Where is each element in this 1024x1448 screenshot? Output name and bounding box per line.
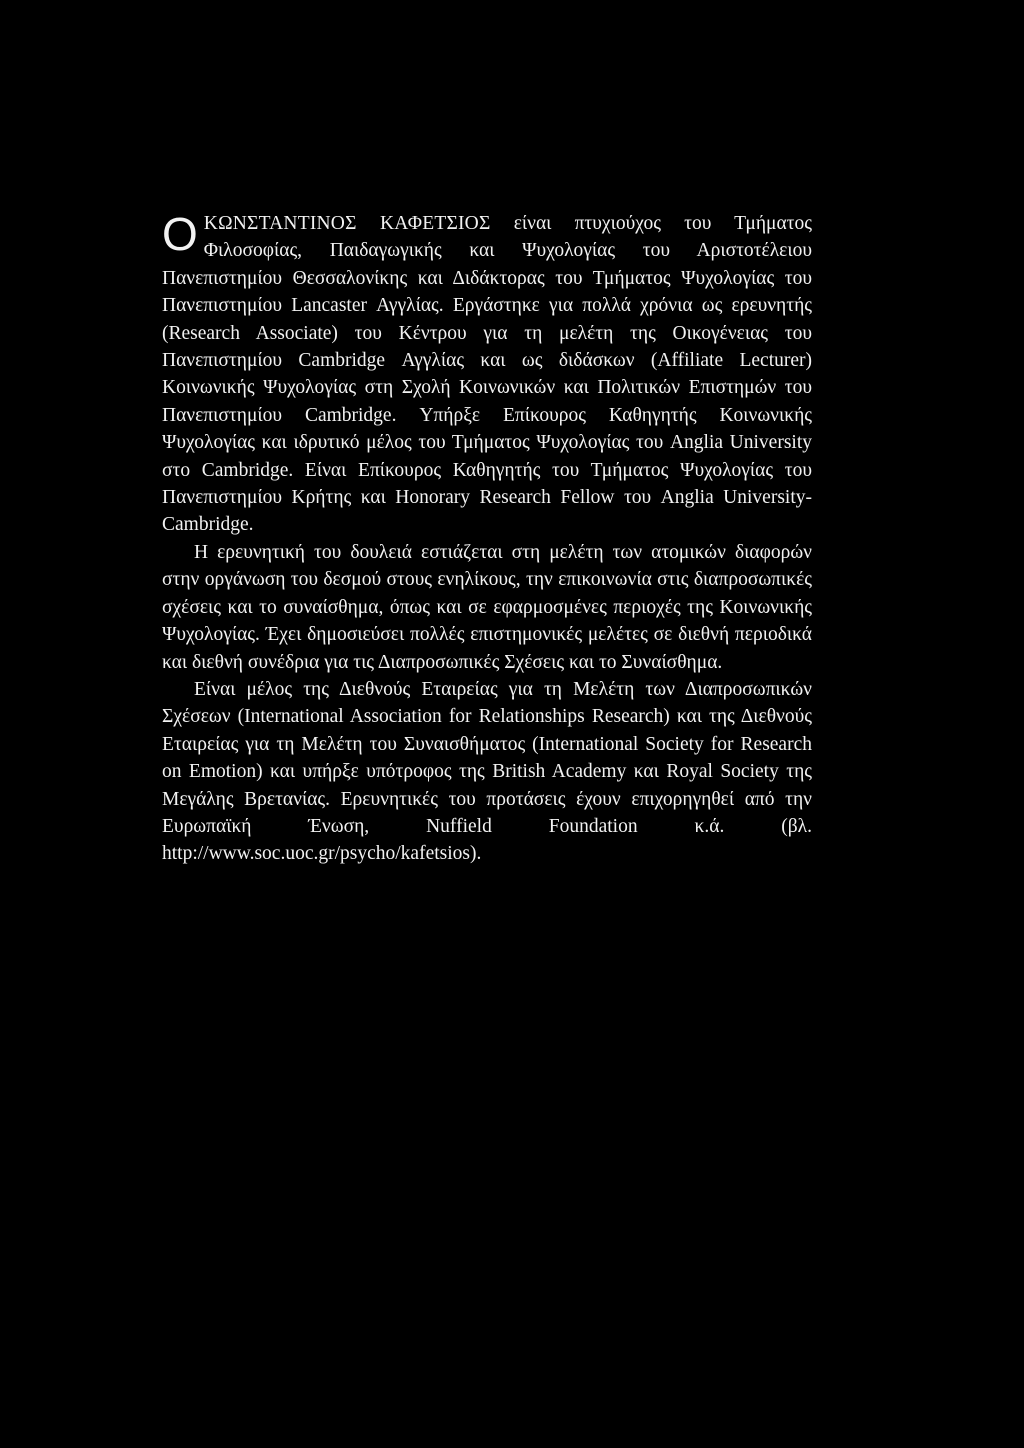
drop-cap-letter: Ο — [162, 208, 198, 260]
bio-paragraph-1-text: είναι πτυχιούχος του Τμήματος Φιλοσοφίας, Παιδαγωγικής και Ψυχολογίας του Αριστοτέλειου Πανεπιστημίου Θεσσαλονίκης και Διδάκτορας του Τμήματος Ψυχολογίας του Πανεπιστημίου Lancaster Αγγλίας. Εργάστηκε για πολλά χρόνια ως ερευνητής (Research Associate) του Κέντρου για τη μελέτη της Οικογένειας του Πανεπιστημίου Cambridge Αγγλίας και ως διδάσκων (Affiliate Lecturer) Κοινωνικής Ψυχολογίας στη Σχολή Κοινωνικών και Πολιτικών Επιστημών του Πανεπιστημίου Cambridge. Υπήρξε Επίκουρος Καθηγητής Κοινωνικής Ψυχολογίας και ιδρυτικό μέλος του Τμήματος Ψυχολογίας του Anglia University στο Cambridge. Είναι Επίκουρος Καθηγητής του Τμήματος Ψυχολογίας του Πανεπιστημίου Κρήτης και Honorary Research Fellow του Anglia University-Cambridge. — [162, 213, 812, 536]
bio-paragraph-2: Η ερευνητική του δουλειά εστιάζεται στη μελέτη των ατομικών διαφορών στην οργάνωση του δεσμού στους ενηλίκους, την επικοινωνία στις διαπροσωπικές σχέσεις και το συναίσθημα, όπως και σε εφαρμοσμένες περιοχές της Κοινωνικής Ψυχολογίας. Έχει δημοσιεύσει πολλές επιστημονικές μελέτες σε διεθνή περιοδικά και διεθνή συνέδρια για τις Διαπροσωπικές Σχέσεις και το Συναίσθημα. — [162, 541, 812, 673]
bio-paragraph-3: Είναι μέλος της Διεθνούς Εταιρείας για τη Μελέτη των Διαπροσωπικών Σχέσεων (International Association for Relationships Research) και της Διεθνούς Εταιρείας για τη Μελέτη του Συναισθήματος (International Society for Research on Emotion) και υπήρξε υπότροφος της British Academy και Royal Society της Μεγάλης Βρετανίας. Ερευνητικές του προτάσεις έχουν επιχορηγηθεί από την Ευρωπαϊκή Ένωση, Nuffield Foundation κ.ά. (βλ. http://www.soc.uoc.gr/psycho/kafetsios). — [162, 678, 812, 865]
author-biography — [162, 210, 812, 868]
bio-paragraph-1 — [162, 210, 812, 539]
author-name: ΚΩΝΣΤΑΝΤΙΝΟΣ ΚΑΦΕΤΣΙΟΣ — [203, 213, 491, 234]
